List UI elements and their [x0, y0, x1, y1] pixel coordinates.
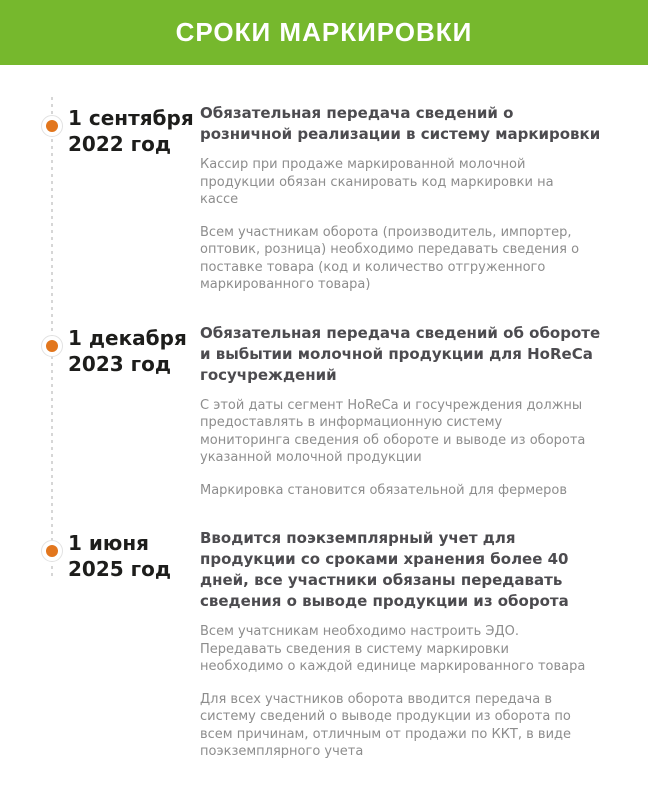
milestone-date-day: 1 декабря — [68, 325, 187, 350]
orange-dot-icon — [46, 545, 58, 557]
orange-dot-icon — [46, 120, 58, 132]
timeline-marker-icon — [41, 115, 63, 137]
timeline-marker-icon — [41, 335, 63, 357]
milestone-content — [200, 528, 612, 776]
milestone-date-column — [0, 528, 200, 776]
milestone-content — [200, 103, 612, 309]
timeline — [0, 65, 648, 776]
milestone-date-day: 1 июня — [68, 531, 149, 555]
milestone-paragraph: С этой даты сегмент HoReCa и госучреждения должны предоставлять в информационную систему мониторинга сведения об обороте и выводе из оборота указанной молочной продукции — [200, 397, 586, 465]
milestone-date — [68, 325, 200, 377]
milestone-date — [68, 105, 200, 157]
milestone-paragraph: Кассир при продаже маркированной молочной продукции обязан сканировать код маркировки на кассе — [200, 157, 554, 207]
milestone-date-day: 1 сентября — [68, 106, 194, 130]
timeline-item-2025 — [0, 528, 648, 776]
milestone-heading: Обязательная передача сведений об обороте и выбытии молочной продукции для HoReCa госучреждений — [200, 323, 601, 384]
milestone-date-year: 2023 год — [68, 351, 171, 376]
milestone-date-year: 2025 год — [68, 557, 171, 581]
timeline-marker-icon — [41, 540, 63, 562]
page-header — [0, 0, 648, 65]
milestone-paragraph: Всем участникам оборота (производитель, импортер, оптовик, розница) необходимо передавать сведения о поставке товара (код и количество отгруженного маркированного товара) — [200, 224, 580, 292]
milestone-paragraph: Для всех участников оборота вводится передача в систему сведений о выводе продукции из оборота по всем причинам, отличным от продажи по ККТ, в виде поэкземплярного учета — [200, 691, 572, 759]
timeline-item-2023 — [0, 323, 648, 515]
milestone-date — [68, 530, 200, 582]
milestone-heading: Обязательная передача сведений о розничной реализации в систему маркировки — [200, 104, 601, 143]
milestone-content — [200, 323, 612, 515]
orange-dot-icon — [46, 340, 58, 352]
milestone-date-year: 2022 год — [68, 132, 171, 156]
milestone-paragraph: Маркировка становится обязательной для фермеров — [200, 482, 568, 498]
milestone-date-column — [0, 323, 200, 515]
milestone-date-column — [0, 103, 200, 309]
page-title: СРОКИ МАРКИРОВКИ — [175, 17, 473, 47]
timeline-item-2022 — [0, 103, 648, 309]
milestone-paragraph: Всем учатсникам необходимо настроить ЭДО. Передавать сведения в систему маркировки необходимо о каждой единице маркированного товара — [200, 624, 586, 674]
milestone-heading: Вводится поэкземплярный учет для продукции со сроками хранения более 40 дней, все участники обязаны передавать сведения о выводе продукции из оборота — [200, 529, 569, 610]
